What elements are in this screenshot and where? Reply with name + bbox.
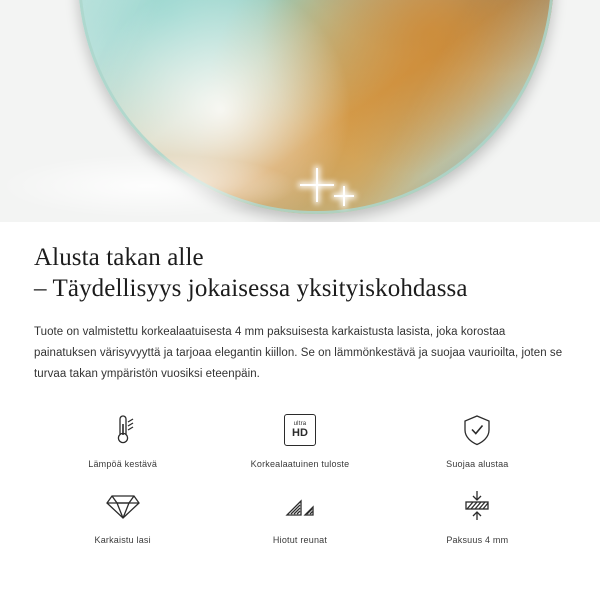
feature-label: Suojaa alustaa [446,459,509,469]
feature-item [389,409,566,469]
feature-item [211,409,388,469]
feature-label: Lämpöä kestävä [88,459,158,469]
polished-edges-icon [283,485,317,527]
page-title-line-1: Alusta takan alle [34,244,204,271]
feature-item [389,485,566,545]
shield-check-icon [461,409,493,451]
ultra-hd-icon [284,409,316,451]
description-paragraph: Tuote on valmistettu korkealaatuisesta 4 mm paksuisesta karkaistusta lasista, joka korostaa painatuksen värisyvyyttä ja tarjoaa elegantin kiillon. Se on lämmönkestävä ja suojaa vaurioilta, joten se turvaa takan ympäristön vuosiksi eteenpäin. [34,326,563,380]
thermometer-icon [106,409,140,451]
feature-label: Karkaistu lasi [94,535,151,545]
hero-image [0,0,600,222]
feature-label: Hiotut reunat [272,535,328,545]
diamond-icon [105,485,141,527]
feature-grid [34,409,566,545]
feature-item [34,409,211,469]
feature-label: Paksuus 4 mm [446,535,509,545]
page-title [34,222,566,304]
page-title-line-2: – Täydellisyys jokaisessa yksityiskohdassa [34,275,468,302]
feature-item [34,485,211,545]
content-area [0,222,600,545]
feature-item [211,485,388,545]
thickness-arrows-icon [460,485,494,527]
feature-label: Korkealaatuinen tuloste [250,459,350,469]
ultra-hd-badge-top: ultra [293,421,307,427]
ultra-hd-badge-bottom: HD [292,427,308,439]
